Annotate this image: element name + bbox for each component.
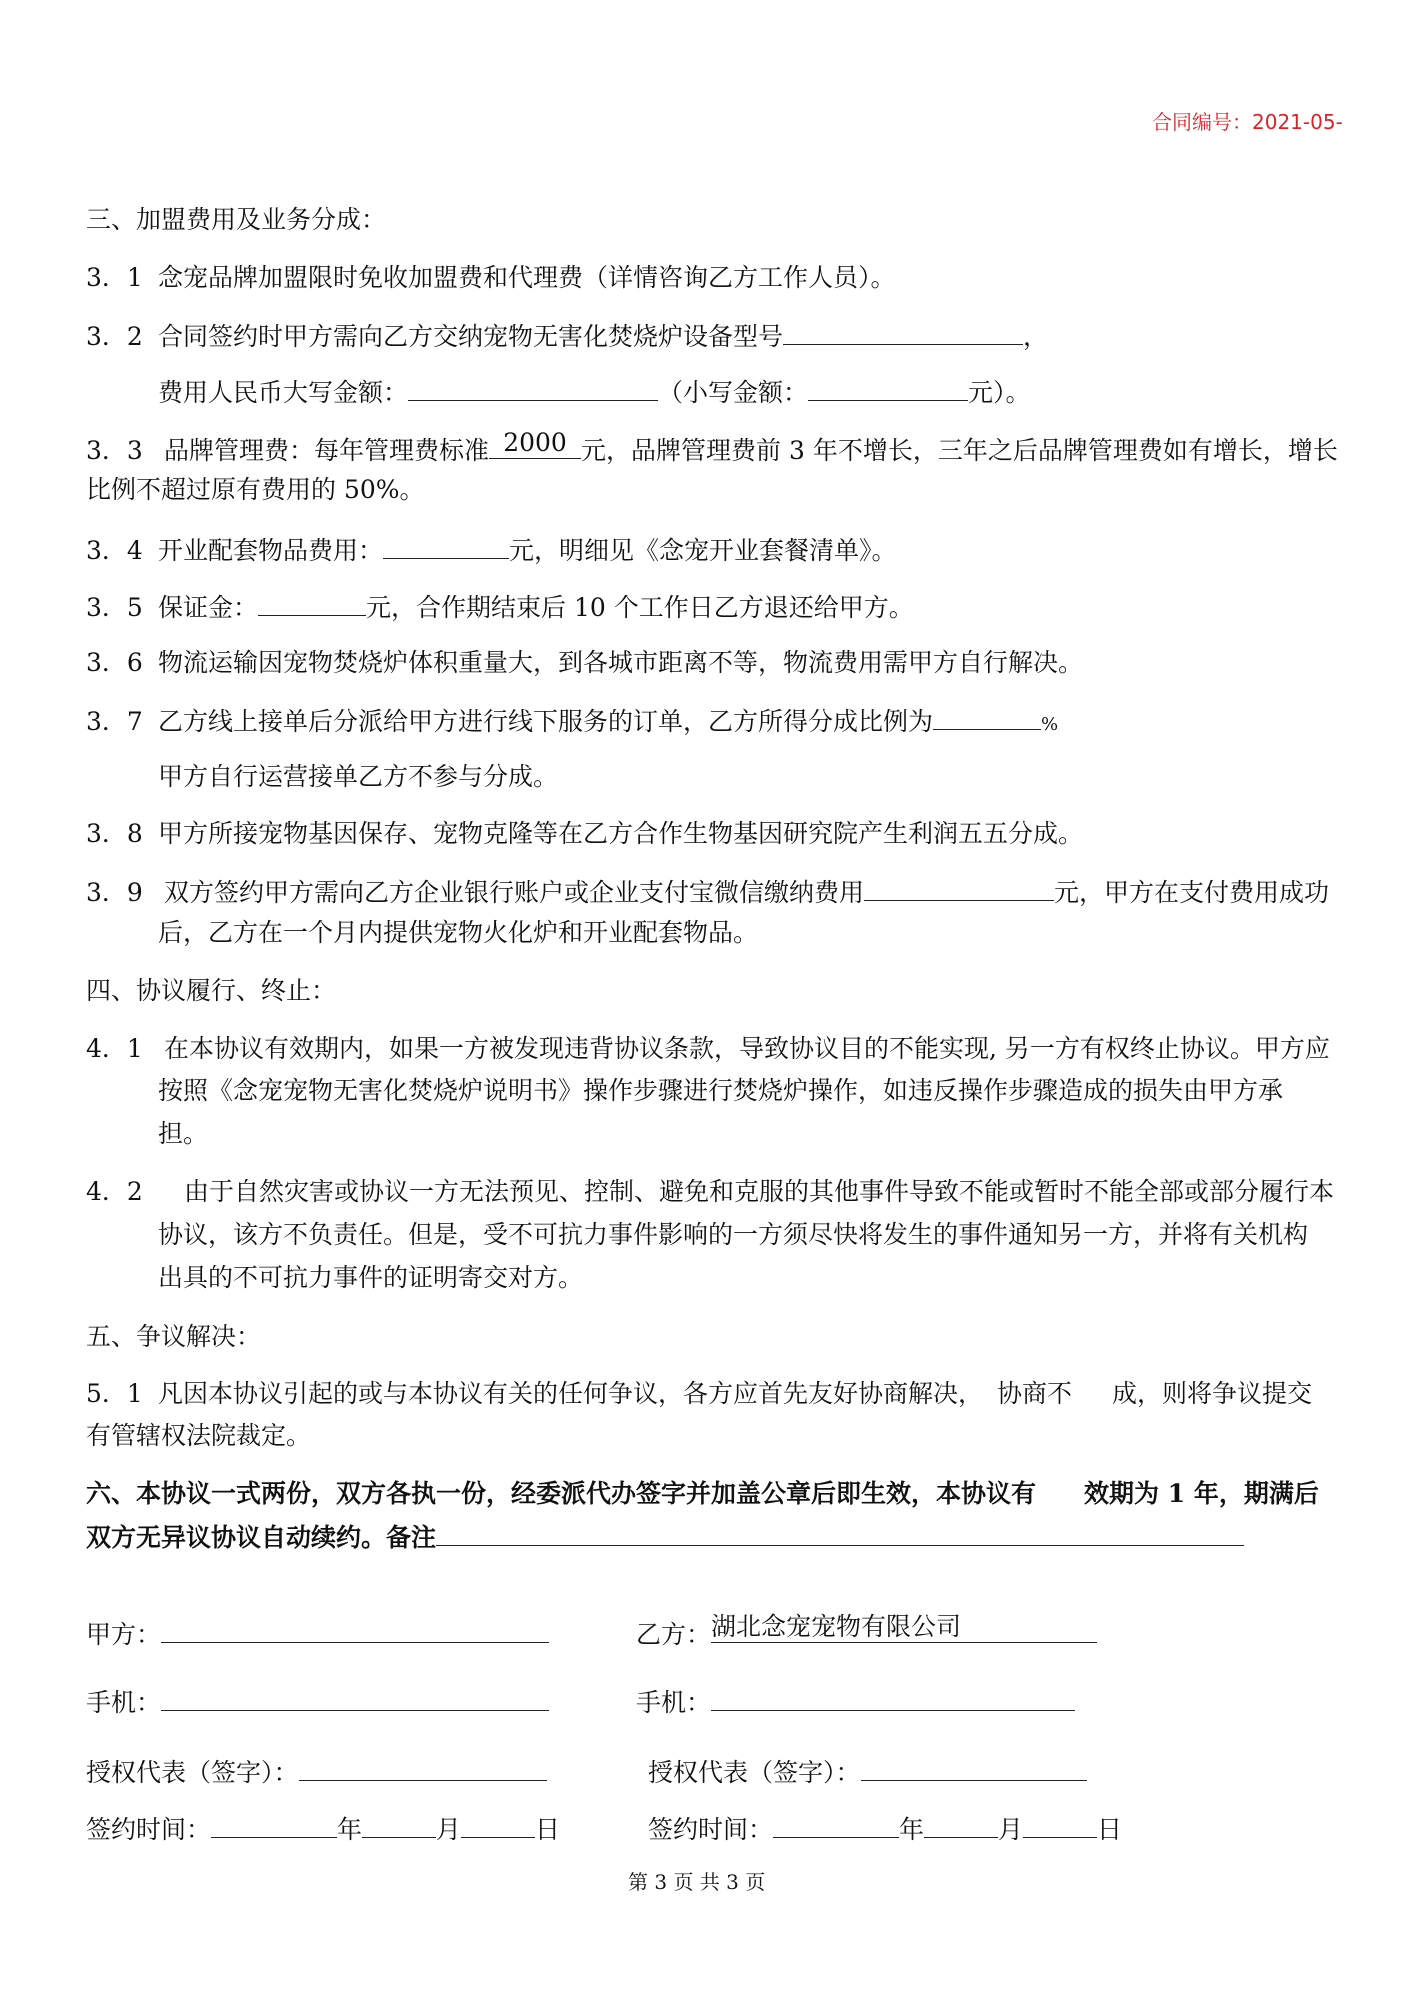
- clause-text: 元，合作期结束后 10 个工作日乙方退还给甲方。: [366, 593, 914, 622]
- clause-text: 成，则将争议提交: [1112, 1379, 1313, 1408]
- clause-3-5: [86, 589, 914, 625]
- party-a-label: 甲方：: [86, 1620, 162, 1649]
- section-4-title: 四、协议履行、终止：: [86, 976, 337, 1005]
- phone-b-label: 手机：: [636, 1688, 712, 1717]
- month-label: 月: [998, 1815, 1024, 1844]
- date-b-month-blank[interactable]: [924, 1811, 998, 1838]
- payment-amount-blank[interactable]: [864, 874, 1054, 901]
- clause-text: 乙方线上接单后分派给甲方进行线下服务的订单，乙方所得分成比例为: [158, 707, 934, 736]
- year-label: 年: [899, 1815, 925, 1844]
- party-b-name: 湖北念宠宠物有限公司: [711, 1612, 962, 1641]
- clause-text: 合同签约时甲方需向乙方交纳宠物无害化焚烧炉设备型号: [158, 322, 784, 351]
- page-footer: 第 3 页 共 3 页: [628, 1870, 766, 1894]
- share-ratio-blank[interactable]: [933, 703, 1041, 730]
- clause-3-2-line2: [158, 374, 1031, 410]
- opening-supplies-fee-blank[interactable]: [383, 532, 509, 559]
- date-b-row: [648, 1811, 1122, 1847]
- clause-text: 元，明细见《念宠开业套餐清单》。: [509, 536, 897, 565]
- clause-3-4: [86, 532, 897, 568]
- management-fee-value: 2000: [503, 428, 567, 457]
- clause-number: 3．3: [86, 436, 143, 465]
- amount-lower-label: （小写金额：: [658, 378, 809, 407]
- remarks-label: 双方无异议协议自动续约。备注: [86, 1523, 437, 1552]
- clause-number: 3．9: [86, 878, 143, 907]
- month-label: 月: [436, 1815, 462, 1844]
- clause-text: 甲方所接宠物基因保存、宠物克隆等在乙方合作生物基因研究院产生利润五五分成。: [158, 819, 1084, 848]
- clause-3-7-line2: 甲方自行运营接单乙方不参与分成。: [158, 762, 559, 791]
- clause-text: 念宠品牌加盟限时免收加盟费和代理费（详情咨询乙方工作人员）。: [158, 263, 896, 292]
- phone-a-label: 手机：: [86, 1688, 162, 1717]
- amount-unit: 元）。: [968, 378, 1031, 407]
- clause-4-2-line2: 协议，该方不负责任。但是，受不可抗力事件影响的一方须尽快将发生的事件通知另一方，并将有关机构: [158, 1220, 1309, 1249]
- phone-a-row: [86, 1684, 549, 1720]
- rep-b-label: 授权代表（签字）：: [648, 1758, 861, 1787]
- clause-3-8: [86, 817, 1083, 851]
- device-model-blank[interactable]: [783, 318, 1023, 345]
- date-a-month-blank[interactable]: [362, 1811, 436, 1838]
- rep-a-row: [86, 1754, 547, 1790]
- day-label: 日: [535, 1815, 561, 1844]
- clause-number: 5．1: [86, 1379, 143, 1408]
- amount-lower-blank[interactable]: [808, 374, 968, 401]
- section-6: [86, 1477, 1319, 1511]
- rep-a-signature-blank[interactable]: [299, 1754, 547, 1781]
- remarks-blank[interactable]: [436, 1519, 1244, 1546]
- clause-3-9: [86, 874, 1329, 910]
- clause-number: 3．4: [86, 536, 143, 565]
- clause-text: 六、本协议一式两份，双方各执一份，经委派代办签字并加盖公章后即生效，本协议有: [86, 1479, 1037, 1508]
- day-label: 日: [1097, 1815, 1123, 1844]
- clause-text: 物流运输因宠物焚烧炉体积重量大，到各城市距离不等，物流费用需甲方自行解决。: [158, 648, 1084, 677]
- party-b-row: [636, 1612, 1097, 1652]
- party-b-label: 乙方：: [636, 1620, 712, 1649]
- amount-upper-label: 费用人民币大写金额：: [158, 378, 409, 407]
- phone-b-row: [636, 1684, 1075, 1720]
- party-b-field[interactable]: [711, 1612, 1097, 1643]
- amount-upper-blank[interactable]: [408, 374, 658, 401]
- clause-3-6: [86, 646, 1083, 680]
- clause-3-3-line2: 比例不超过原有费用的 50%。: [86, 475, 425, 504]
- rep-b-row: [648, 1754, 1087, 1790]
- date-b-label: 签约时间：: [648, 1815, 774, 1844]
- party-a-row: [86, 1616, 549, 1652]
- date-a-label: 签约时间：: [86, 1815, 212, 1844]
- section-3-title: 三、加盟费用及业务分成：: [86, 205, 387, 234]
- contract-number: 合同编号：2021-05-: [1152, 110, 1343, 134]
- management-fee-field[interactable]: [489, 428, 581, 459]
- clause-text: 在本协议有效期内，如果一方被发现违背协议条款，导致协议目的不能实现, 另一方有权终止协议。甲方应: [164, 1034, 1330, 1063]
- phone-a-blank[interactable]: [161, 1684, 549, 1711]
- clause-text: 保证金：: [158, 593, 259, 622]
- rep-a-label: 授权代表（签字）：: [86, 1758, 299, 1787]
- date-a-day-blank[interactable]: [461, 1811, 535, 1838]
- date-b-year-blank[interactable]: [773, 1811, 899, 1838]
- clause-3-1: [86, 261, 896, 295]
- clause-number: 3．5: [86, 593, 143, 622]
- clause-punct: ，: [1023, 322, 1049, 351]
- clause-5-1-line2: 有管辖权法院裁定。: [86, 1421, 312, 1450]
- clause-3-3: [86, 428, 1338, 468]
- percent-sign: %: [1041, 714, 1059, 735]
- clause-number: 3．7: [86, 707, 143, 736]
- clause-4-2-line3: 出具的不可抗力事件的证明寄交对方。: [158, 1263, 584, 1292]
- date-a-year-blank[interactable]: [211, 1811, 337, 1838]
- clause-text: 开业配套物品费用：: [158, 536, 384, 565]
- clause-text: 凡因本协议引起的或与本协议有关的任何争议，各方应首先友好协商解决，: [158, 1379, 984, 1408]
- clause-text: 协商不: [997, 1379, 1073, 1408]
- clause-number: 4．1: [86, 1034, 143, 1063]
- date-b-day-blank[interactable]: [1023, 1811, 1097, 1838]
- clause-3-9-line2: 后，乙方在一个月内提供宠物火化炉和开业配套物品。: [158, 918, 759, 947]
- clause-number: 3．1: [86, 263, 143, 292]
- clause-number: 3．6: [86, 648, 143, 677]
- clause-5-1: [86, 1377, 1312, 1411]
- section-6-line2: [86, 1519, 1244, 1555]
- clause-number: 3．8: [86, 819, 143, 848]
- clause-4-1: [86, 1032, 1330, 1066]
- clause-text: 双方签约甲方需向乙方企业银行账户或企业支付宝微信缴纳费用: [164, 878, 865, 907]
- clause-4-2: [86, 1175, 1334, 1209]
- clause-4-1-line3: 担。: [158, 1119, 209, 1148]
- clause-3-7: [86, 703, 1058, 742]
- clause-text: 品牌管理费：每年管理费标准: [164, 436, 490, 465]
- phone-b-blank[interactable]: [711, 1684, 1075, 1711]
- clause-number: 4．2: [86, 1177, 143, 1206]
- deposit-blank[interactable]: [258, 589, 366, 616]
- rep-b-signature-blank[interactable]: [861, 1754, 1087, 1781]
- date-a-row: [86, 1811, 560, 1847]
- clause-3-2: [86, 318, 1048, 354]
- clause-number: 3．2: [86, 322, 143, 351]
- section-5-title: 五、争议解决：: [86, 1322, 262, 1351]
- clause-text: 元，品牌管理费前 3 年不增长，三年之后品牌管理费如有增长，增长: [581, 436, 1338, 465]
- year-label: 年: [337, 1815, 363, 1844]
- party-a-blank[interactable]: [161, 1616, 549, 1643]
- clause-text: 由于自然灾害或协议一方无法预见、控制、避免和克服的其他事件导致不能或暂时不能全部或部分履行本: [184, 1177, 1335, 1206]
- clause-4-1-line2: 按照《念宠宠物无害化焚烧炉说明书》操作步骤进行焚烧炉操作，如违反操作步骤造成的损失由甲方承: [158, 1076, 1284, 1105]
- clause-text: 效期为 1 年，期满后: [1084, 1479, 1319, 1508]
- clause-text: 元，甲方在支付费用成功: [1054, 878, 1330, 907]
